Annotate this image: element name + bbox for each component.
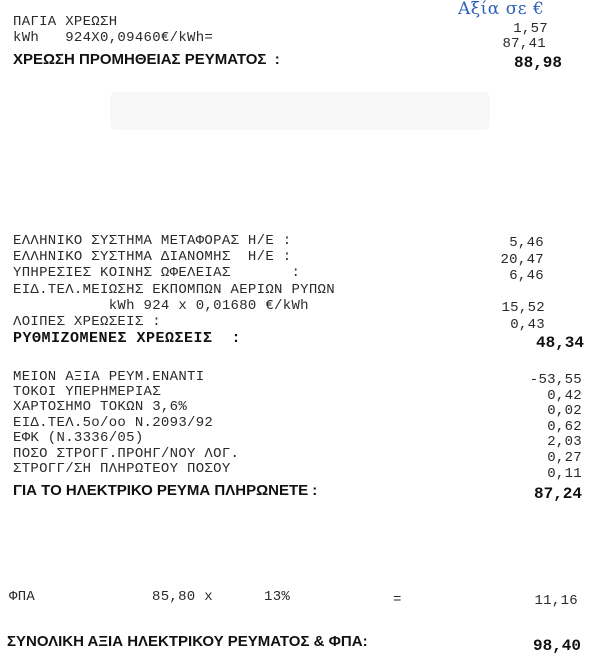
fixed-charge-label: ΠΑΓΙΑ ΧΡΕΩΣΗ [13, 14, 118, 30]
regulated-item-label: ΕΙΔ.ΤΕΛ.ΜΕΙΩΣΗΣ ΕΚΠΟΜΠΩΝ ΑΕΡΙΩΝ ΡΥΠΩΝ [13, 282, 335, 298]
adjustment-item-label: ΧΑΡΤΟΣΗΜΟ ΤΟΚΩΝ 3,6% [13, 399, 188, 415]
adjustment-item-label: ΤΟΚΟΙ ΥΠΕΡΗΜΕΡΙΑΣ [13, 384, 161, 400]
kwh-charge-label: kWh 924X0,09460€/kWh= [13, 30, 214, 46]
payable-total-label: ΓΙΑ ΤΟ ΗΛΕΚΤΡΙΚΟ ΡΕΥΜΑ ΠΛΗΡΩΝΕΤΕ : [13, 482, 318, 499]
adjustment-item-label: ΕΙΔ.ΤΕΛ.5ο/οο Ν.2093/92 [13, 415, 214, 431]
adjustment-item-value: 0,27 [547, 450, 582, 466]
vat-equals: = [393, 592, 402, 608]
regulated-item-value: 0,43 [510, 317, 545, 333]
regulated-item-label: ΥΠΗΡΕΣΙΕΣ ΚΟΙΝΗΣ ΩΦΕΛΕΙΑΣ : [13, 265, 301, 281]
regulated-item-value: 15,52 [501, 300, 545, 316]
vat-label: ΦΠΑ [9, 589, 36, 605]
vat-value: 11,16 [534, 593, 578, 609]
adjustment-item-label: ΠΟΣΟ ΣΤΡΟΓΓ.ΠΡΟΗΓ/ΝΟΥ ΛΟΓ. [13, 446, 240, 462]
vat-rate: 13% [264, 589, 291, 605]
regulated-item-label: ΕΛΛΗΝΙΚΟ ΣΥΣΤΗΜΑ ΔΙΑΝΟΜΗΣ Η/Ε : [13, 249, 292, 265]
grand-total-label: ΣΥΝΟΛΙΚΗ ΑΞΙΑ ΗΛΕΚΤΡΙΚΟΥ ΡΕΥΜΑΤΟΣ & ΦΠΑ: [7, 633, 368, 650]
grand-total-value: 98,40 [532, 637, 581, 655]
kwh-charge-value: 87,41 [502, 36, 546, 52]
adjustment-item-value: 2,03 [547, 434, 582, 450]
regulated-total-value: 48,34 [535, 334, 584, 352]
supply-total-value: 88,98 [513, 54, 562, 72]
adjustment-item-value: -53,55 [529, 372, 582, 388]
adjustment-item-value: 0,62 [547, 419, 582, 435]
regulated-total-label: ΡΥΘΜΙΖΟΜΕΝΕΣ ΧΡΕΩΣΕΙΣ : [13, 330, 242, 347]
value-heading: Αξία σε € [458, 0, 545, 19]
payable-total-value: 87,24 [533, 485, 582, 503]
vat-base: 85,80 x [152, 589, 213, 605]
regulated-item-value: 6,46 [509, 268, 544, 284]
fixed-charge-value: 1,57 [513, 21, 548, 37]
faint-erased-area [110, 92, 490, 130]
regulated-item-value: 5,46 [509, 235, 544, 251]
regulated-item-label: kWh 924 x 0,01680 €/kWh [13, 298, 309, 314]
regulated-item-label: ΕΛΛΗΝΙΚΟ ΣΥΣΤΗΜΑ ΜΕΤΑΦΟΡΑΣ Η/Ε : [13, 233, 292, 249]
supply-total-label: ΧΡΕΩΣΗ ΠΡΟΜΗΘΕΙΑΣ ΡΕΥΜΑΤΟΣ : [13, 51, 280, 68]
adjustment-item-label: ΕΦΚ (Ν.3336/05) [13, 430, 144, 446]
adjustment-item-value: 0,02 [547, 403, 582, 419]
adjustment-item-value: 0,11 [547, 466, 582, 482]
regulated-item-label: ΛΟΙΠΕΣ ΧΡΕΩΣΕΙΣ : [13, 314, 161, 330]
adjustment-item-value: 0,42 [547, 388, 582, 404]
regulated-item-value: 20,47 [500, 252, 544, 268]
adjustment-item-label: ΜΕΙΟΝ ΑΞΙΑ ΡΕΥΜ.ΕΝΑΝΤΙ [13, 369, 205, 385]
adjustment-item-label: ΣΤΡΟΓΓ/ΣΗ ΠΛΗΡΩΤΕΟΥ ΠΟΣΟΥ [13, 461, 231, 477]
